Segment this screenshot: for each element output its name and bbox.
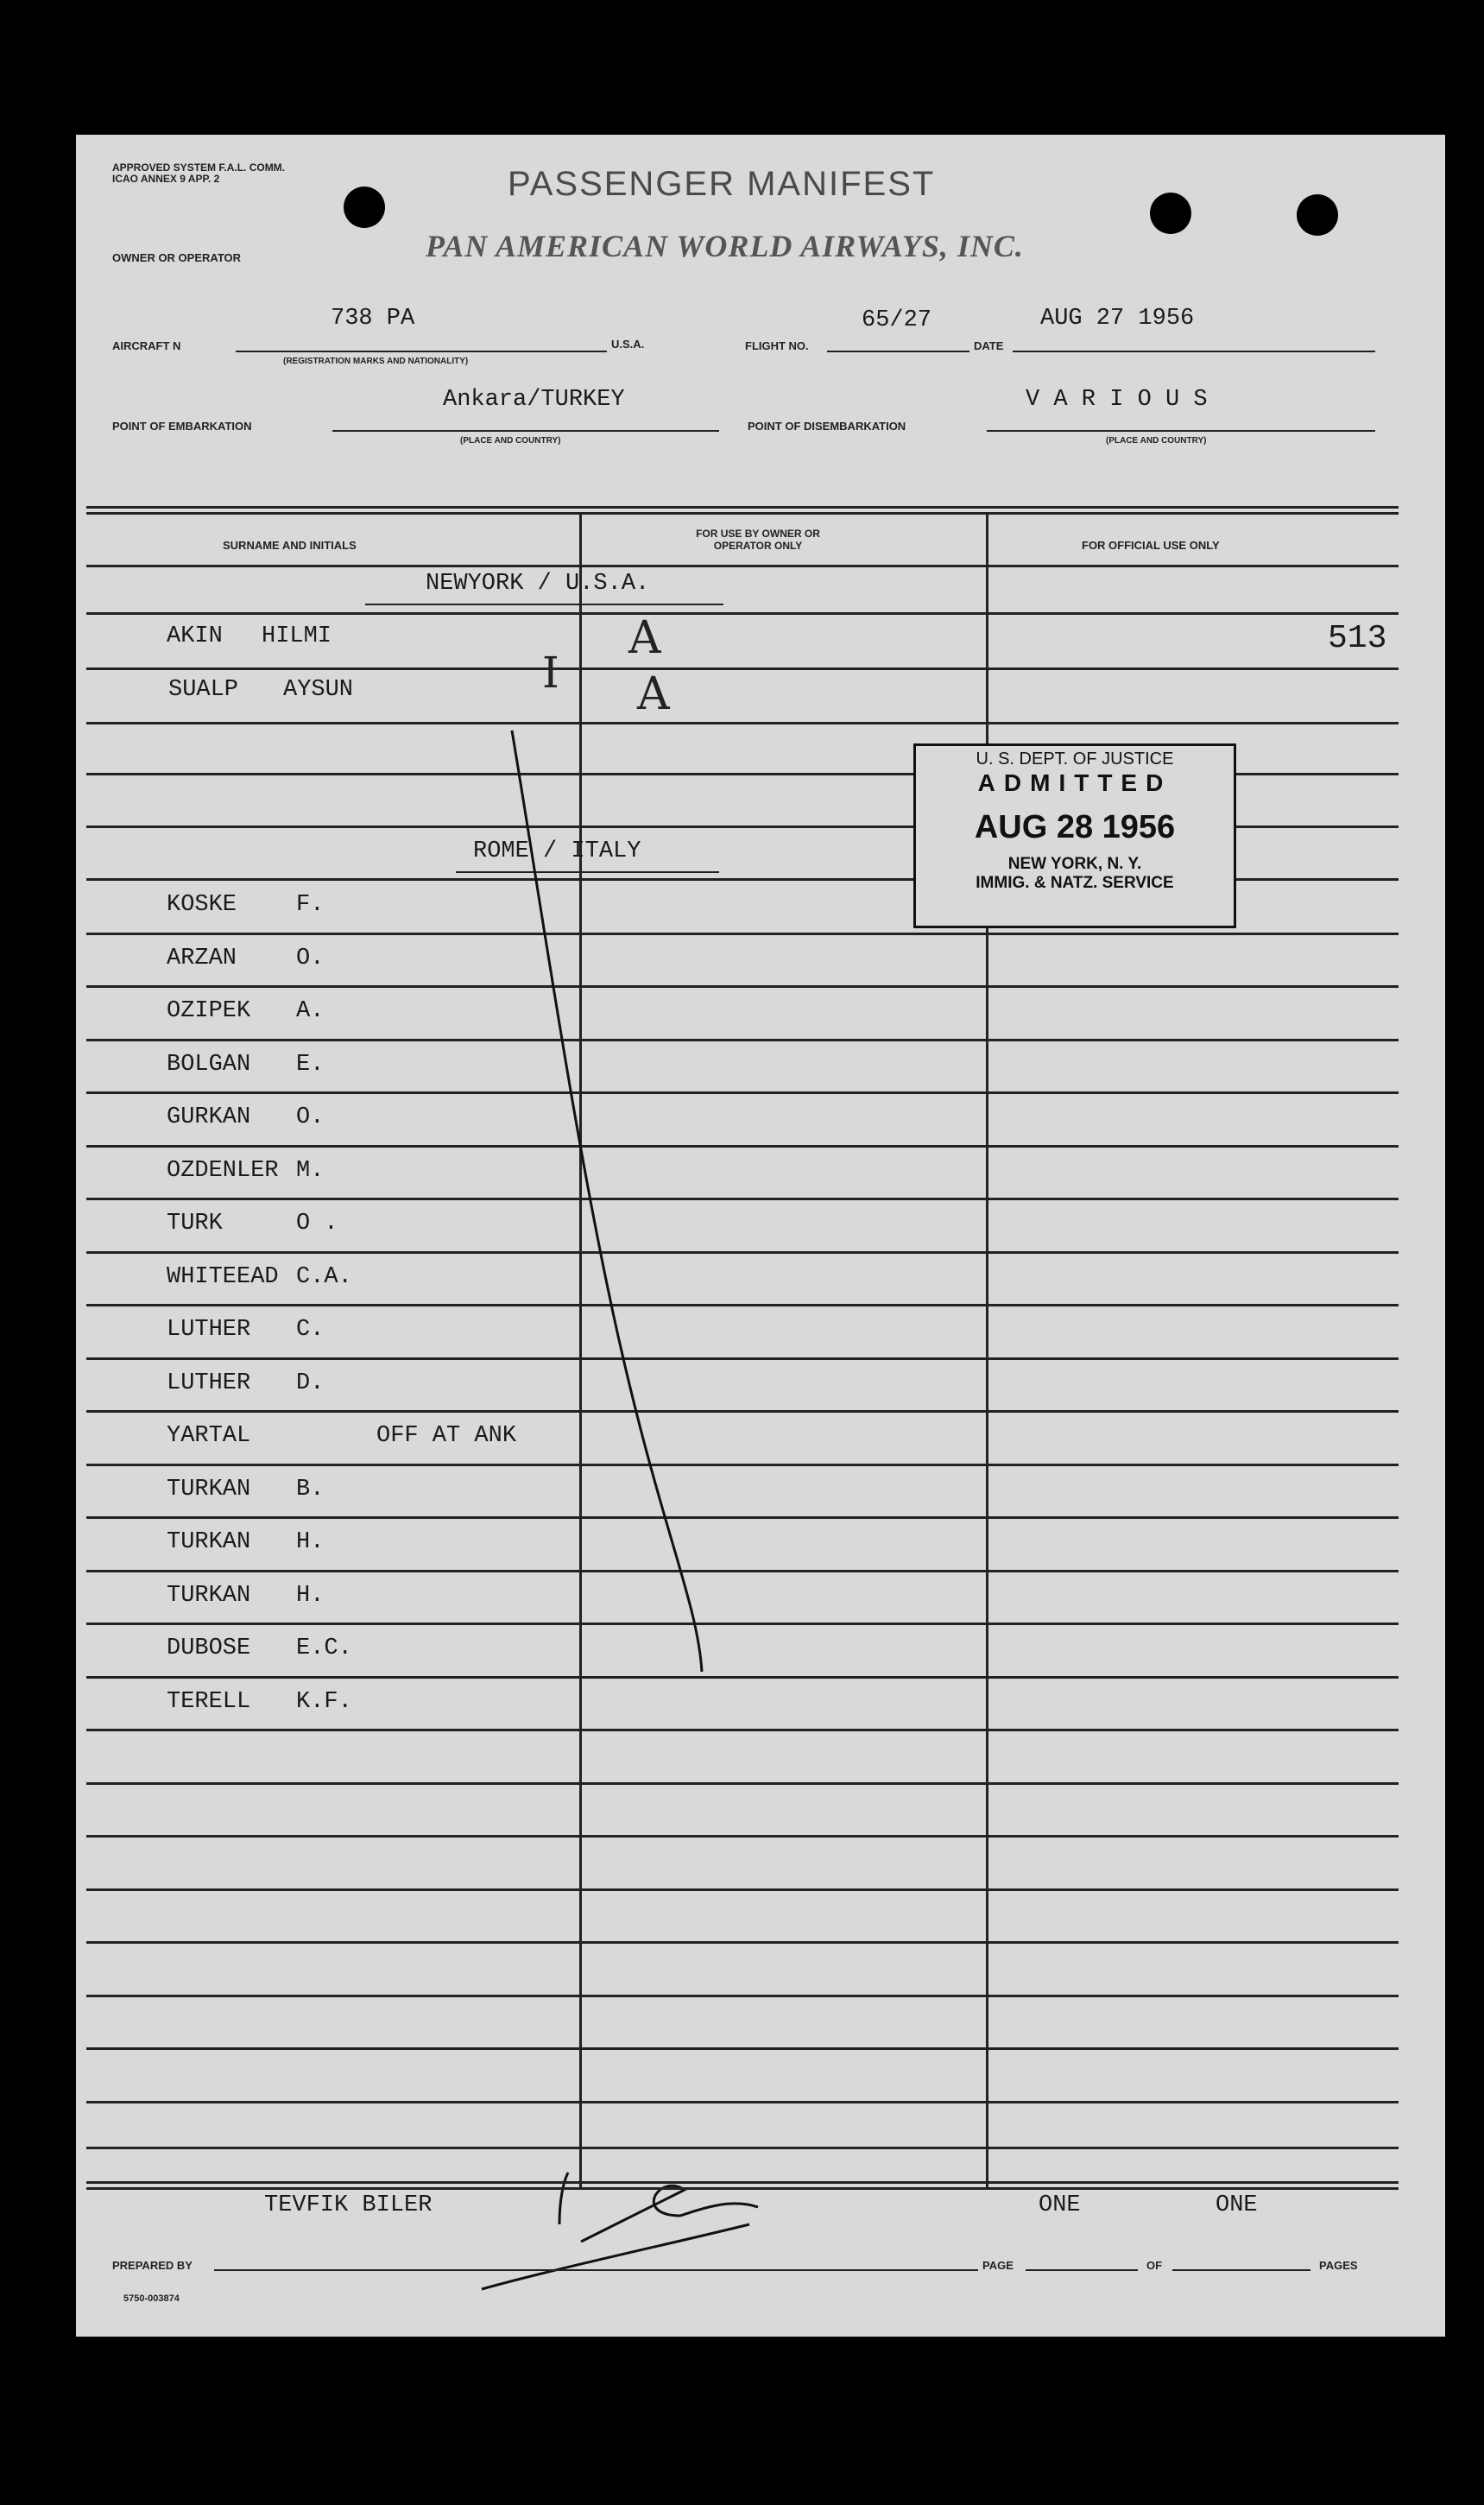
flight-value: 65/27 [862, 307, 932, 333]
col-surname: SURNAME AND INITIALS [223, 539, 357, 552]
disembark-caption: (PLACE AND COUNTRY) [1106, 436, 1207, 446]
page-value: ONE [1039, 2192, 1081, 2218]
passenger-initials: K.F. [296, 1688, 352, 1715]
passenger-surname: YARTAL [167, 1423, 251, 1449]
form-number: 5750-003874 [123, 2293, 180, 2304]
embark-value: Ankara/TURKEY [443, 387, 625, 413]
passenger-surname: OZIPEK [167, 998, 251, 1024]
handwritten-annotation [76, 135, 1445, 2337]
group-destination-rome: ROME / ITALY [473, 838, 641, 864]
date-label: DATE [974, 339, 1004, 352]
official-number: 513 [1328, 620, 1387, 657]
embark-caption: (PLACE AND COUNTRY) [460, 436, 561, 446]
usa-label: U.S.A. [611, 338, 645, 351]
embark-label: POINT OF EMBARKATION [112, 420, 252, 433]
passenger-initials: HILMI [262, 623, 332, 649]
aircraft-value: 738 PA [331, 306, 415, 332]
passenger-initials: O . [296, 1211, 338, 1237]
passenger-surname: TERELL [167, 1688, 251, 1715]
passenger-surname: ARZAN [167, 945, 237, 971]
passenger-initials: AYSUN [283, 677, 354, 703]
flight-label: FLIGHT NO. [745, 339, 809, 352]
stamp-date: AUG 28 1956 [974, 809, 1176, 845]
passenger-surname: TURKAN [167, 1476, 251, 1502]
passenger-surname: TURKAN [167, 1582, 251, 1609]
airline-name: PAN AMERICAN WORLD AIRWAYS, INC. [426, 229, 1024, 263]
passenger-surname: LUTHER [167, 1317, 251, 1343]
prepared-by-label: PREPARED BY [112, 2259, 193, 2272]
group-destination-newyork: NEWYORK / U.S.A. [426, 571, 650, 597]
svg-text:A: A [628, 612, 661, 664]
passenger-surname: BOLGAN [167, 1051, 251, 1078]
passenger-initials: O. [296, 1104, 325, 1130]
passenger-initials: H. [296, 1529, 325, 1555]
passenger-surname: SUALP [168, 677, 239, 703]
aircraft-label: AIRCRAFT N [112, 339, 181, 352]
passenger-surname: KOSKE [167, 892, 237, 918]
registration-caption: (REGISTRATION MARKS AND NATIONALITY) [283, 357, 469, 366]
passenger-surname: AKIN [167, 623, 223, 649]
admitted-stamp [913, 743, 1236, 928]
passenger-initials: C. [296, 1317, 325, 1343]
passenger-surname: DUBOSE [167, 1635, 251, 1661]
stamp-line: NEW YORK, N. Y. [1007, 855, 1142, 873]
svg-text:I: I [542, 648, 559, 698]
stamp-line: IMMIG. & NATZ. SERVICE [976, 874, 1174, 892]
manifest-sheet [76, 135, 1445, 2337]
passenger-initials: O. [296, 945, 325, 971]
approval-note: APPROVED SYSTEM F.A.L. COMM. ICAO ANNEX 9 APP. 2 [112, 161, 286, 185]
passenger-initials: D. [296, 1370, 325, 1396]
disembark-label: POINT OF DISEMBARKATION [748, 420, 906, 433]
date-value: AUG 27 1956 [1040, 306, 1195, 332]
page-label: PAGE [982, 2259, 1014, 2272]
col-official-use: FOR OFFICIAL USE ONLY [1082, 539, 1220, 552]
passenger-surname: TURKAN [167, 1529, 251, 1555]
passenger-initials: E.C. [296, 1635, 352, 1661]
passenger-initials: E. [296, 1051, 325, 1078]
stamp-line: ADMITTED [977, 769, 1172, 796]
passenger-initials: OFF AT ANK [376, 1423, 517, 1449]
pages-label: PAGES [1319, 2259, 1358, 2272]
passenger-initials: B. [296, 1476, 325, 1502]
passenger-initials: A. [296, 998, 325, 1024]
passenger-surname: LUTHER [167, 1370, 251, 1396]
passenger-initials: C.A. [296, 1263, 352, 1290]
stamp-line: U. S. DEPT. OF JUSTICE [976, 750, 1174, 769]
manifest-title: PASSENGER MANIFEST [508, 165, 936, 203]
passenger-surname: TURK [167, 1211, 223, 1237]
passenger-surname: GURKAN [167, 1104, 251, 1130]
of-value: ONE [1216, 2192, 1258, 2218]
passenger-initials: F. [296, 892, 325, 918]
passenger-surname: OZDENLER [167, 1157, 279, 1184]
passenger-surname: WHITEEAD [167, 1263, 279, 1290]
passenger-initials: H. [296, 1582, 325, 1609]
svg-text:A: A [637, 668, 670, 720]
of-label: OF [1146, 2259, 1163, 2272]
prepared-by-value: TEVFIK BILER [264, 2192, 433, 2218]
disembark-value: V A R I O U S [1026, 387, 1208, 413]
owner-label: OWNER OR OPERATOR [112, 251, 242, 264]
col-owner-use: FOR USE BY OWNER OR OPERATOR ONLY [696, 528, 820, 552]
passenger-initials: M. [296, 1157, 325, 1184]
